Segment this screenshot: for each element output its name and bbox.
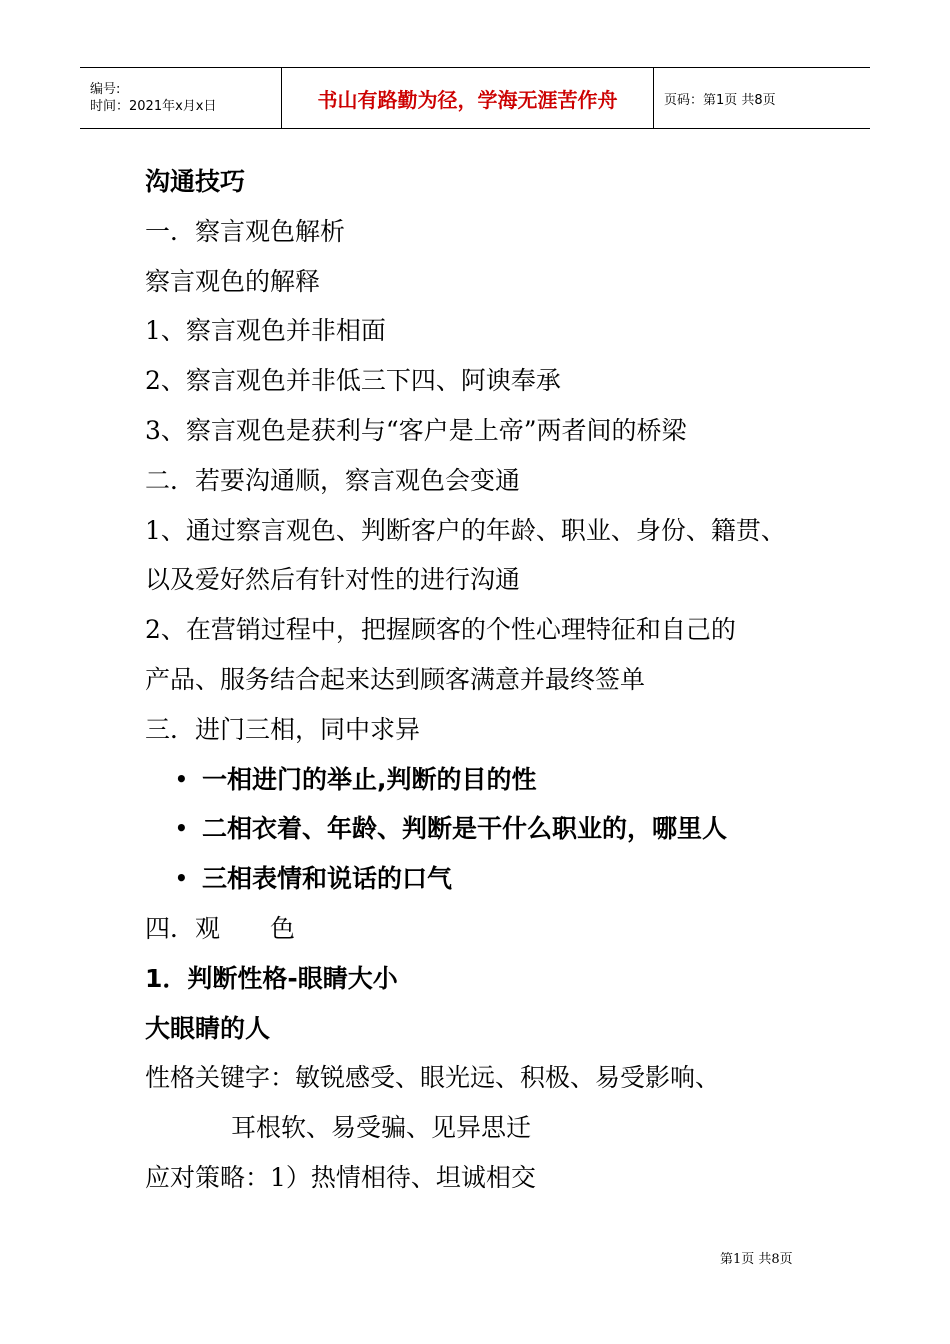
- section-heading-1: 一．察言观色解析: [145, 216, 346, 246]
- bullet-text: 二相衣着、年龄、判断是干什么职业的，哪里人: [202, 814, 728, 844]
- doc-title: 沟通技巧: [145, 167, 246, 196]
- bullet-text: 三相表情和说话的口气: [202, 864, 453, 894]
- paragraph-line: 1、通过察言观色、判断客户的年龄、职业、身份、籍贯、: [145, 515, 786, 545]
- section-heading-3: 三．进门三相，同中求异: [145, 714, 421, 744]
- header-number-label: 编号:: [90, 82, 121, 97]
- footer-page-info: 第1页 共8页: [720, 1252, 793, 1267]
- document-body: [145, 157, 825, 1203]
- subsection-heading: 1．判断性格-眼睛大小: [145, 963, 398, 993]
- bullet-dot-icon: •: [175, 866, 188, 891]
- bullet-dot-icon: •: [175, 816, 188, 841]
- paragraph-line: 察言观色的解释: [145, 266, 321, 296]
- paragraph-line: 2、在营销过程中，把握顾客的个性心理特征和自己的: [145, 615, 736, 645]
- header-table: [80, 67, 870, 129]
- paragraph-line: 2、察言观色并非低三下四、阿谀奉承: [145, 366, 561, 396]
- paragraph-line: 1、察言观色并非相面: [145, 316, 386, 346]
- paragraph-line: 性格关键字：敏锐感受、眼光远、积极、易受影响、: [145, 1063, 721, 1093]
- paragraph-line: 以及爱好然后有针对性的进行沟通: [145, 565, 521, 595]
- header-motto-cell: [282, 68, 654, 128]
- section-heading-2: 二．若要沟通顺，察言观色会变通: [145, 465, 521, 495]
- paragraph-line: 3、察言观色是获利与“客户是上帝”两者间的桥梁: [145, 415, 687, 445]
- header-meta: [80, 68, 282, 128]
- paragraph-line: 耳根软、易受骗、见异思迁: [231, 1113, 532, 1143]
- section-heading-4: 四．观 色: [145, 913, 296, 943]
- header-time-label: 时间：2021年x月x日: [90, 99, 217, 114]
- paragraph-line: 产品、服务结合起来达到顾客满意并最终签单: [145, 664, 646, 694]
- header-page-cell: [654, 68, 870, 128]
- bullet-text: 一相进门的举止,判断的目的性: [202, 764, 537, 794]
- header-page-info: 页码：第1页 共8页: [664, 92, 776, 108]
- subsection-heading: 大眼睛的人: [145, 1013, 271, 1043]
- bullet-item: [145, 755, 825, 805]
- paragraph-line: 应对策略：1）热情相待、坦诚相交: [145, 1162, 536, 1192]
- bullet-dot-icon: •: [175, 766, 188, 791]
- header-motto: 书山有路勤为径，学海无涯苦作舟: [317, 87, 618, 112]
- bullet-item: [145, 804, 825, 854]
- bullet-item: [145, 854, 825, 904]
